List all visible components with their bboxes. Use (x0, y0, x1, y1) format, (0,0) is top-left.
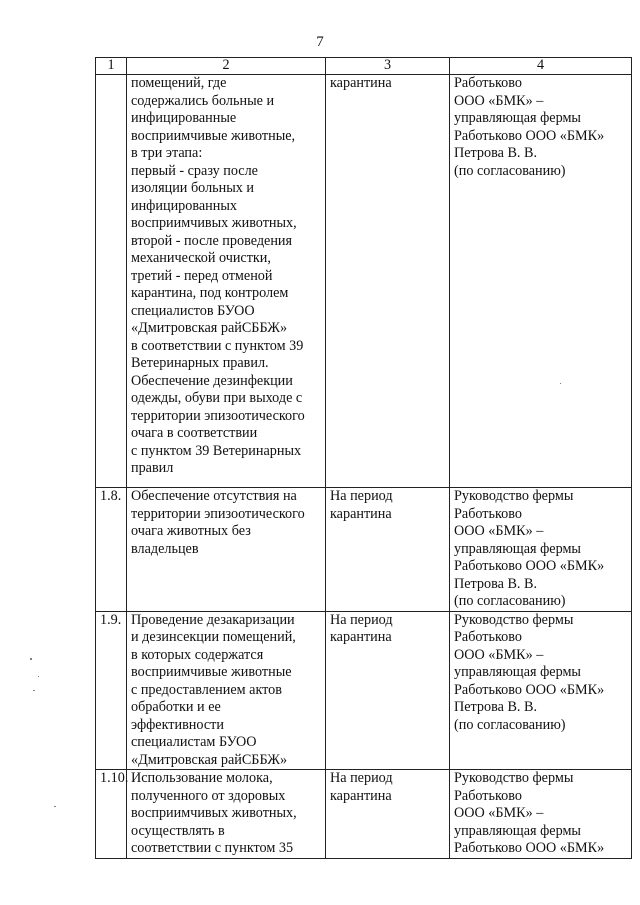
responsible-line: Работьково (454, 75, 522, 91)
measure-line: полученного от здоровых (131, 787, 286, 804)
responsible-cell (450, 770, 632, 859)
measure-cell (127, 611, 326, 770)
table-row (96, 770, 632, 859)
responsible-cell (450, 75, 632, 488)
responsible-line: Работьково ООО «БМК» (454, 558, 605, 574)
measure-line: соответствии с пунктом 35 (131, 840, 294, 856)
measure-line: первый - сразу после (131, 162, 258, 179)
measure-line: специалистам БУОО (131, 734, 257, 750)
item-number: 1.10. (96, 770, 127, 859)
period-cell (326, 770, 450, 859)
measure-line: инфицированные (131, 110, 237, 126)
period-line: карантина (330, 629, 392, 645)
responsible-line: Работьково ООО «БМК» (454, 840, 605, 856)
scan-speck (38, 676, 39, 677)
responsible-line: ООО «БМК» – (454, 805, 544, 821)
measure-line: в соответствии с пунктом 39 (131, 337, 304, 354)
item-number: 1.8. (96, 488, 127, 612)
measure-line: механической очистки, (131, 250, 271, 266)
measure-line: Обеспечение дезинфекции (131, 372, 293, 389)
responsible-line: Работьково (454, 629, 522, 645)
responsible-line: Работьково ООО «БМК» (454, 127, 605, 144)
measure-line: владельцев (131, 540, 199, 557)
period-cell (326, 611, 450, 770)
table-header-row (96, 58, 632, 75)
measure-line: инфицированных (131, 197, 237, 214)
measure-line: помещений, где (131, 75, 227, 91)
measure-line: осуществлять в (131, 822, 225, 839)
measure-line: эффективности (131, 716, 224, 733)
responsible-line: Работьково (454, 787, 522, 804)
header-col-1: 1 (96, 58, 127, 75)
measure-line: в три этапа: (131, 145, 203, 161)
measure-line: с пунктом 39 Ветеринарных (131, 442, 302, 459)
responsible-line: (по согласованию) (454, 716, 566, 733)
measure-line: Использование молока, (131, 770, 273, 786)
measure-line: территории эпизоотического (131, 505, 305, 522)
measure-line: «Дмитровская райСББЖ» (131, 751, 288, 768)
measure-line: Ветеринарных правил. (131, 355, 269, 371)
measure-line: третий - перед отменой (131, 267, 273, 284)
scan-speck (33, 690, 35, 691)
measure-line: с предоставлением актов (131, 681, 282, 698)
responsible-line: Работьково ООО «БМК» (454, 681, 605, 698)
measure-line: обработки и ее (131, 699, 221, 715)
period-line: На период (330, 611, 393, 628)
responsible-line: (по согласованию) (454, 162, 566, 179)
measure-line: восприимчивые животные (131, 664, 292, 680)
measure-line: и дезинсекции помещений, (131, 629, 296, 645)
header-col-4: 4 (450, 58, 632, 75)
item-number: 1.9. (96, 611, 127, 770)
table-row (96, 488, 632, 612)
table-row (96, 75, 632, 488)
responsible-line: управляющая фермы (454, 664, 581, 680)
measure-line: содержались больные и (131, 92, 275, 109)
responsible-line: ООО «БМК» – (454, 646, 544, 663)
period-line: На период (330, 770, 393, 786)
period-line: На период (330, 488, 393, 504)
measure-line: восприимчивых животных, (131, 805, 297, 821)
measure-line: специалистов БУОО (131, 302, 255, 319)
measure-line: второй - после проведения (131, 232, 293, 249)
measure-line: Обеспечение отсутствия на (131, 488, 297, 504)
scan-speck (560, 383, 561, 384)
table-body (96, 75, 632, 859)
measure-line: одежды, обуви при выходе с (131, 390, 303, 406)
period-cell (326, 488, 450, 612)
measures-table (95, 57, 632, 859)
responsible-line: управляющая фермы (454, 540, 581, 557)
table-row (96, 611, 632, 770)
responsible-line: ООО «БМК» – (454, 92, 544, 109)
responsible-line: Петрова В. В. (454, 575, 538, 592)
measure-cell (127, 770, 326, 859)
period-line: карантина (330, 505, 392, 522)
measure-line: территории эпизоотического (131, 407, 305, 424)
measure-line: восприимчивые животные, (131, 127, 296, 144)
measure-line: Проведение дезакаризации (131, 611, 295, 628)
measure-line: в которых содержатся (131, 646, 264, 663)
responsible-line: Петрова В. В. (454, 145, 538, 161)
responsible-line: Руководство фермы (454, 488, 574, 504)
header-col-2: 2 (127, 58, 326, 75)
responsible-line: Петрова В. В. (454, 699, 538, 715)
header-col-3: 3 (326, 58, 450, 75)
period-line: карантина (330, 75, 392, 91)
item-number (96, 75, 127, 488)
measure-line: очага животных без (131, 523, 251, 539)
period-cell (326, 75, 450, 488)
responsible-line: управляющая фермы (454, 822, 581, 839)
page-number: 7 (316, 34, 324, 50)
measure-line: правил (131, 460, 174, 476)
responsible-cell (450, 611, 632, 770)
measure-line: карантина, под контролем (131, 285, 289, 301)
measure-line: «Дмитровская райСББЖ» (131, 320, 288, 336)
responsible-line: ООО «БМК» – (454, 523, 544, 539)
measure-line: очага в соответствии (131, 425, 258, 441)
responsible-cell (450, 488, 632, 612)
responsible-line: (по согласованию) (454, 593, 566, 609)
measure-line: восприимчивых животных, (131, 215, 297, 231)
measure-cell (127, 488, 326, 612)
scan-speck (30, 658, 32, 660)
responsible-line: Руководство фермы (454, 770, 574, 786)
scan-speck (54, 806, 56, 807)
responsible-line: управляющая фермы (454, 110, 581, 126)
measure-line: изоляции больных и (131, 180, 254, 196)
period-line: карантина (330, 787, 392, 804)
responsible-line: Руководство фермы (454, 611, 574, 628)
responsible-line: Работьково (454, 505, 522, 522)
measure-cell (127, 75, 326, 488)
